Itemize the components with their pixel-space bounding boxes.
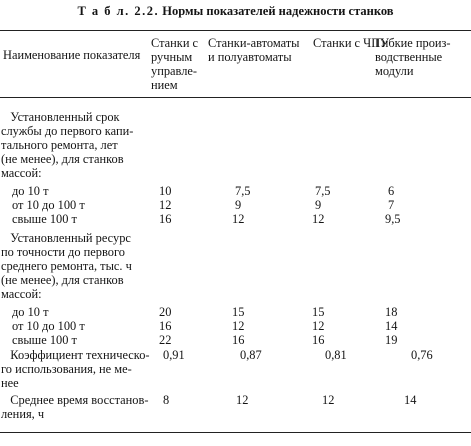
row-label-recovery-time: Среднее время восстанов- ления, ч: [1, 393, 149, 421]
table-cell: 0,76: [411, 348, 433, 362]
table-cell: 16: [159, 319, 172, 333]
table-cell: 0,91: [163, 348, 185, 362]
table-cell: 18: [385, 305, 398, 319]
table-cell: 20: [159, 305, 172, 319]
column-header-name: Наименование показателя: [3, 48, 141, 62]
table-cell: 9: [235, 198, 242, 212]
section-label-precision-resource: Установленный ресурс по точности до первого среднего ремонта, тыс. ч (не менее), для станков массой:: [1, 231, 132, 301]
table-cell: 19: [385, 333, 398, 347]
row-label: до 10 т: [12, 305, 49, 319]
table-cell: 12: [232, 319, 245, 333]
row-label-utilization-coefficient: Коэффициент техническо- го использования, не ме- нее: [1, 348, 150, 390]
column-header-manual: Станки с ручным управле- нием: [151, 36, 199, 92]
section-label-service-life: Установленный срок службы до первого капи- тального ремонта, лет (не менее), для станков массой:: [1, 110, 134, 180]
table-cell: 7,5: [315, 184, 331, 198]
table-cell: 12: [236, 393, 249, 407]
table-cell: 12: [232, 212, 245, 226]
table-cell: 14: [404, 393, 417, 407]
table-cell: 14: [385, 319, 398, 333]
table-cell: 12: [312, 212, 325, 226]
table-cell: 6: [388, 184, 395, 198]
table-number: Т а б л. 2.2.: [77, 4, 160, 18]
column-header-automatic: Станки-автоматы и полуавтоматы: [208, 36, 300, 64]
row-label: до 10 т: [12, 184, 49, 198]
table-cell: 0,81: [325, 348, 347, 362]
header-rule: [0, 97, 471, 98]
table-cell: 9: [315, 198, 322, 212]
table-cell: 15: [312, 305, 325, 319]
table-cell: 12: [322, 393, 335, 407]
table-cell: 12: [159, 198, 172, 212]
table-cell: 22: [159, 333, 172, 347]
row-label: свыше 100 т: [12, 212, 77, 226]
table-cell: 9,5: [385, 212, 401, 226]
table-title: [0, 4, 471, 18]
table-cell: 16: [159, 212, 172, 226]
row-label: от 10 до 100 т: [12, 319, 85, 333]
table-caption: Нормы показателей надежности станков: [162, 4, 394, 18]
row-label: от 10 до 100 т: [12, 198, 85, 212]
top-rule: [0, 30, 471, 31]
table-cell: 15: [232, 305, 245, 319]
table-cell: 7,5: [235, 184, 251, 198]
table-cell: 8: [163, 393, 170, 407]
table-cell: 7: [388, 198, 395, 212]
table-cell: 0,87: [240, 348, 262, 362]
row-label: свыше 100 т: [12, 333, 77, 347]
table-cell: 16: [232, 333, 245, 347]
table-cell: 10: [159, 184, 172, 198]
bottom-rule: [0, 432, 471, 433]
column-header-cnc: Станки с ЧПУ: [313, 36, 389, 50]
table-cell: 16: [312, 333, 325, 347]
column-header-flexible: Гибкие произ- водственные модули: [375, 36, 451, 78]
table-cell: 12: [312, 319, 325, 333]
